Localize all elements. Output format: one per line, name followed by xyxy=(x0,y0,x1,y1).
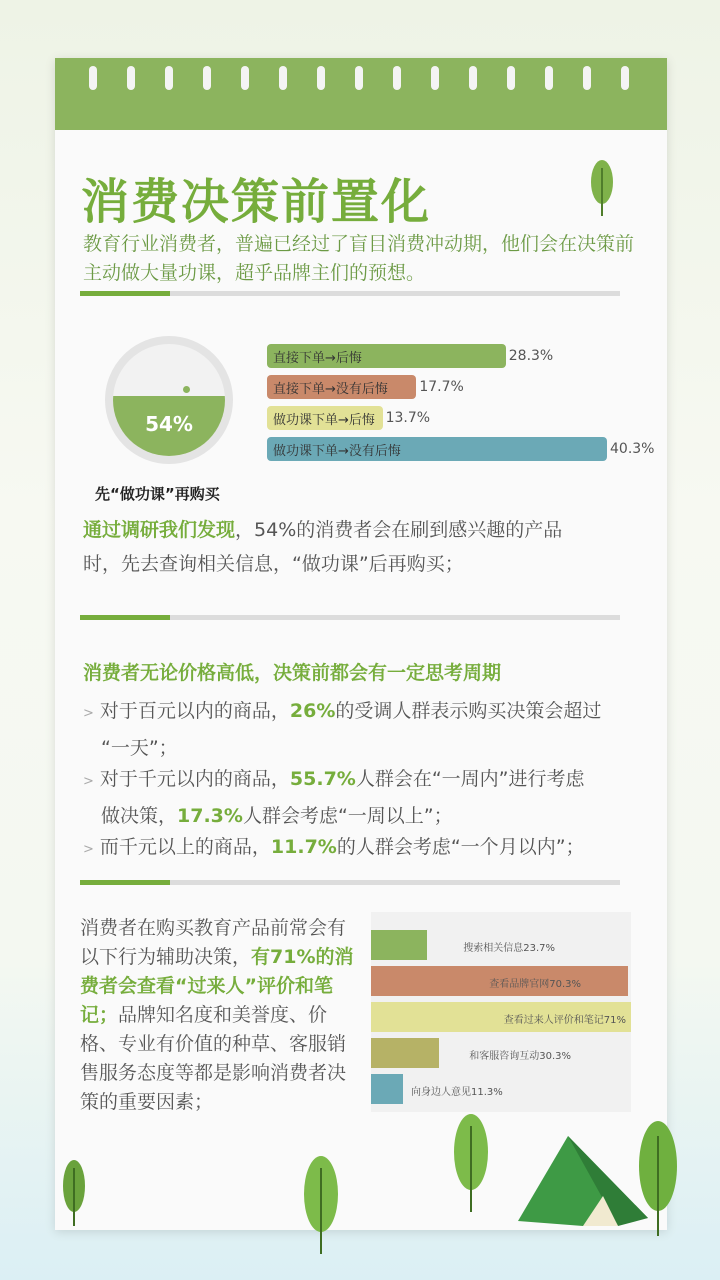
finding-text: 时，先去查询相关信息，“做功课”后再购买； xyxy=(83,553,464,575)
binder-ring-icon xyxy=(545,66,553,90)
arrow-icon: > xyxy=(83,706,94,721)
binder-ring-icon xyxy=(203,66,211,90)
page-subtitle: 教育行业消费者，普遍已经过了盲目消费冲动期，他们会在决策前主动做大量功课，超乎品牌主们的预想。 xyxy=(83,233,635,284)
bullet-item: > 而千元以上的商品，11.7%的人群会考虑“一个月以内”； xyxy=(83,836,585,858)
chart-bar xyxy=(267,375,416,399)
chart-bar-label: 做功课下单→没有后悔 xyxy=(273,444,401,459)
chart-value-label: 28.3% xyxy=(508,348,554,364)
notebook-header-bar xyxy=(55,58,667,130)
tree-icon xyxy=(61,1158,87,1228)
bullet-item: > 对于千元以内的商品，55.7%人群会在“一周内”进行考虑 做决策，17.3%人群会考虑“一周以上”； xyxy=(83,768,585,827)
infographic-card xyxy=(55,58,667,1230)
behavior-paragraph: 消费者在购买教育产品前常会有以下行为辅助决策，有71%的消费者会查看“过来人”评价和笔记；品牌知名度和美誉度、价格、专业有价值的种草、客服销售服务态度等都是影响消费者决策的重要因素； xyxy=(80,917,354,1113)
donut-caption: 先“做功课”再购买 xyxy=(95,485,220,503)
binder-ring-icon xyxy=(279,66,287,90)
binder-ring-icon xyxy=(469,66,477,90)
chart-value-label: 搜索相关信息23.7% xyxy=(463,943,555,954)
arrow-icon: > xyxy=(83,774,94,789)
binder-ring-icon xyxy=(317,66,325,90)
binder-ring-icon xyxy=(89,66,97,90)
chart-value-label: 和客服咨询互动30.3% xyxy=(469,1051,571,1062)
book-tent-icon xyxy=(508,1126,658,1236)
chart-value-label: 13.7% xyxy=(385,410,431,426)
binder-ring-icon xyxy=(165,66,173,90)
tree-icon xyxy=(588,158,616,218)
chart-bar xyxy=(267,437,607,461)
chart-bar-label: 直接下单→没有后悔 xyxy=(273,382,388,397)
finding-highlight: 通过调研我们发现 xyxy=(83,519,236,541)
finding-text: ，54%的消费者会在刷到感兴趣的产品 xyxy=(235,519,563,541)
chart-value-label: 查看过来人评价和笔记71% xyxy=(503,1015,626,1026)
donut-gauge xyxy=(105,336,233,464)
arrow-icon: > xyxy=(83,842,94,857)
chart-value-label: 17.7% xyxy=(419,379,464,395)
donut-percent: 54% xyxy=(145,412,193,436)
bubble-icon xyxy=(175,398,180,403)
chart-bar xyxy=(371,930,427,960)
chart-value-label: 40.3% xyxy=(610,441,655,457)
binder-ring-icon xyxy=(393,66,401,90)
chart-value-label: 查看品牌官网70.3% xyxy=(489,979,581,990)
section-divider xyxy=(80,615,620,620)
binder-ring-icon xyxy=(241,66,249,90)
binder-ring-icon xyxy=(583,66,591,90)
tree-icon xyxy=(451,1112,491,1212)
chart-bar xyxy=(371,1038,439,1068)
chart-bar xyxy=(371,1074,403,1104)
chart-bar xyxy=(267,344,506,368)
section-divider xyxy=(80,291,620,296)
page-title: 消费决策前置化 xyxy=(81,174,432,230)
binder-ring-icon xyxy=(431,66,439,90)
binder-ring-icon xyxy=(355,66,363,90)
binder-ring-icon xyxy=(507,66,515,90)
decision-behavior-bar-chart xyxy=(371,912,631,1112)
finding-paragraph xyxy=(83,513,562,581)
chart-value-label: 向身边人意见11.3% xyxy=(411,1087,503,1098)
section-title: 消费者无论价格高低，决策前都会有一定思考周期 xyxy=(83,662,502,684)
tree-icon xyxy=(301,1154,341,1254)
binder-ring-icon xyxy=(621,66,629,90)
chart-bar xyxy=(267,406,383,430)
chart-bar-label: 直接下单→后悔 xyxy=(273,351,362,366)
bullet-item: > 对于百元以内的商品，26%的受调人群表示购买决策会超过 “一天”； xyxy=(83,700,602,759)
chart-bar-label: 做功课下单→后悔 xyxy=(273,413,375,428)
section-divider xyxy=(80,880,620,885)
binder-ring-icon xyxy=(127,66,135,90)
bubble-icon xyxy=(183,386,190,393)
